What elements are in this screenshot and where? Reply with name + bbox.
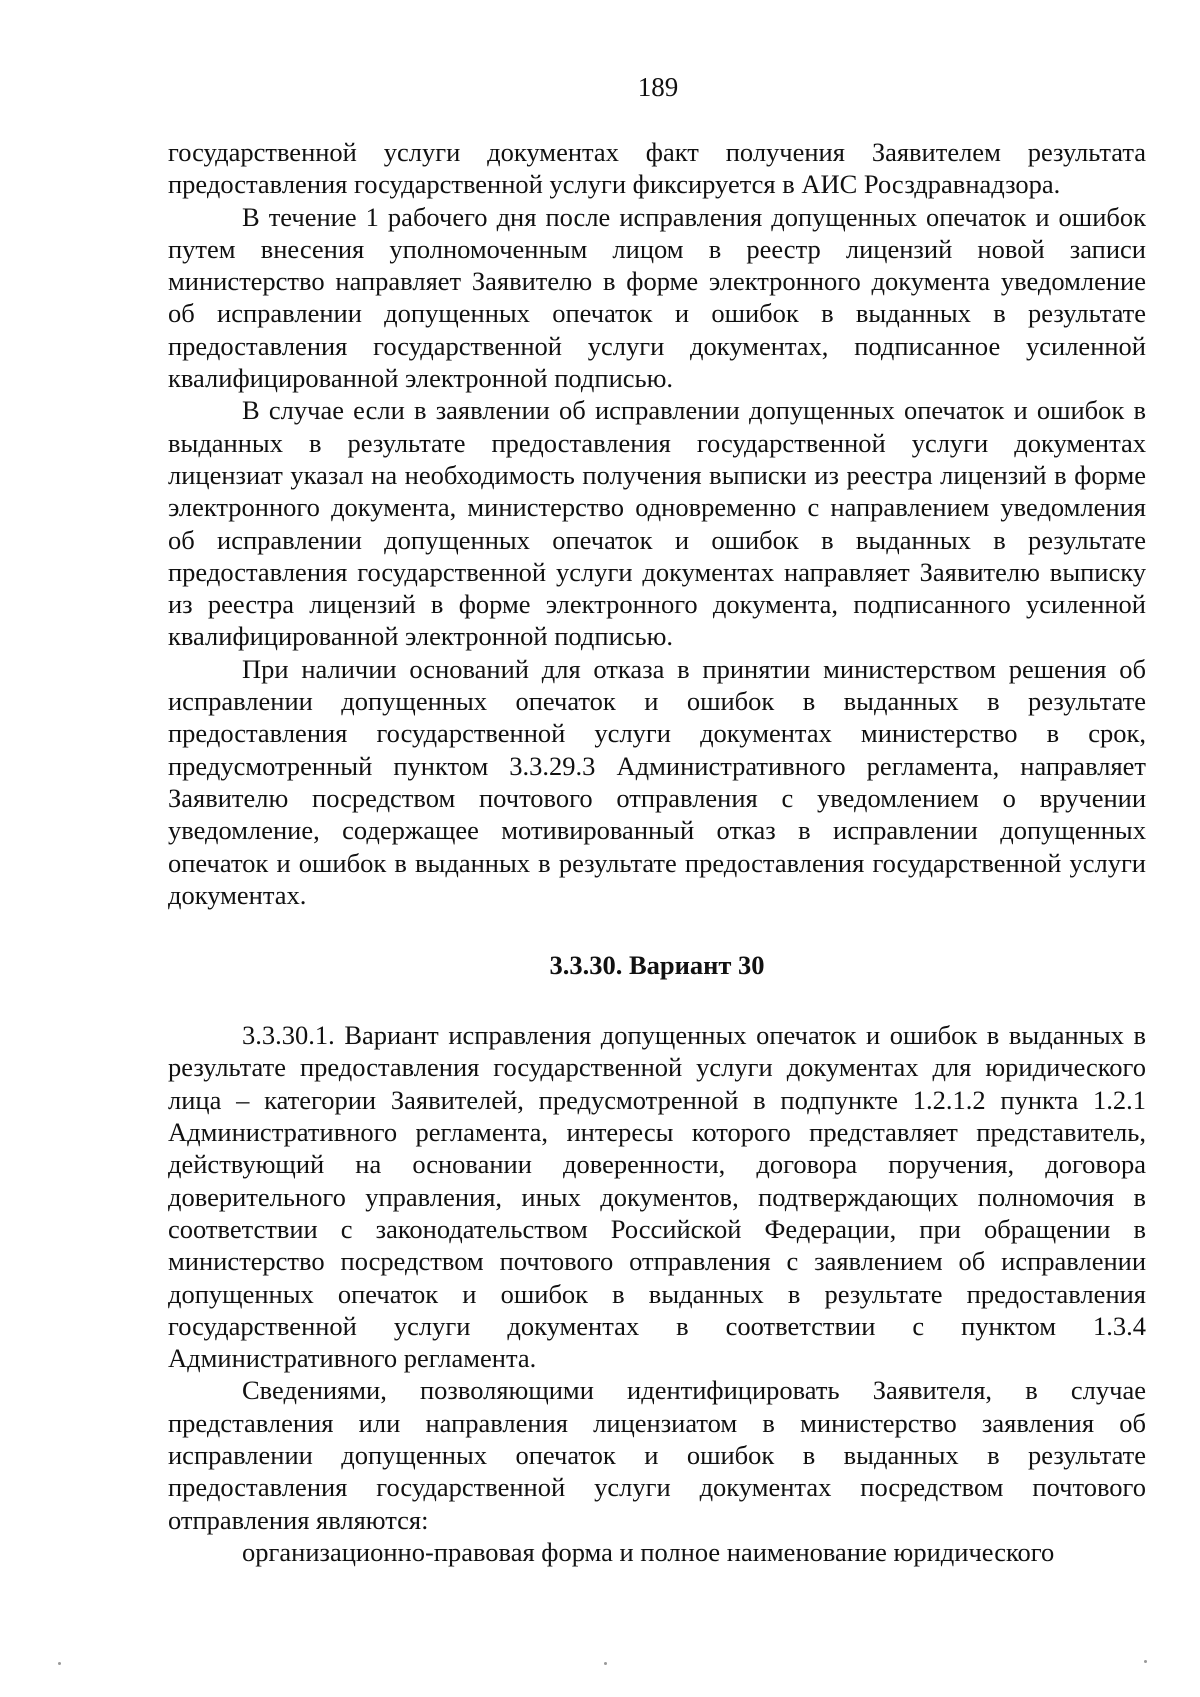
section-heading: 3.3.30. Вариант 30 [549,950,765,981]
paragraph-refusal: При наличии оснований для отказа в принятии министерством решения об исправлении допущенных опечаток и ошибок в выданных в результате предоставления государственной услуги документах министерство в срок, предусмотренный пунктом 3.3.29.3 Административного регламента, направляет Заявителю посредством почтового отправления с уведомлением о вручении уведомление, содержащее мотивированный отказ в исправлении допущенных опечаток и ошибок в выданных в результате предоставления государственной услуги документах. [168,653,1146,910]
paragraph-notification: В течение 1 рабочего дня после исправления допущенных опечаток и ошибок путем внесения уполномоченным лицом в реестр лицензий новой записи министерство направляет Заявителю в форме электронного документа уведомление об исправлении допущенных опечаток и ошибок в выданных в результате предоставления государственной услуги документах, подписанное усиленной квалифицированной электронной подписью. [168,201,1146,394]
paragraph-continuation: государственной услуги документах факт получения Заявителем результата предоставления государственной услуги фиксируется в АИС Росздравнадзора. [168,137,1146,200]
document-body [168,136,1146,1568]
paragraph-identification: Сведениями, позволяющими идентифицировать Заявителя, в случае представления или направления лицензиатом в министерство заявления об исправлении допущенных опечаток и ошибок в выданных в результате предоставления государственной услуги документах посредством почтового отправления являются: [168,1375,1146,1535]
scan-speck [604,1662,607,1665]
page-number: 189 [637,72,679,102]
paragraph-registry-extract: В случае если в заявлении об исправлении допущенных опечаток и ошибок в выданных в результате предоставления государственной услуги документах лицензиат указал на необходимость получения выписки из реестра лицензий в форме электронного документа, министерство одновременно с направлением уведомления об исправлении допущенных опечаток и ошибок в выданных в результате предоставления государственной услуги документах направляет Заявителю выписку из реестра лицензий в форме электронного документа, подписанного усиленной квалифицированной электронной подписью. [168,395,1146,652]
scan-speck [1144,1660,1147,1663]
paragraph-variant-description: 3.3.30.1. Вариант исправления допущенных опечаток и ошибок в выданных в результате предоставления государственной услуги документах для юридического лица – категории Заявителей, предусмотренной в подпункте 1.2.1.2 пункта 1.2.1 Административного регламента, интересы которого представляет представитель, действующий на основании доверенности, договора поручения, договора доверительного управления, иных документов, подтверждающих полномочия в соответствии с законодательством Российской Федерации, при обращении в министерство посредством почтового отправления с заявлением об исправлении допущенных опечаток и ошибок в выданных в результате предоставления государственной услуги документах в соответствии с пунктом 1.3.4 Административного регламента. [168,1020,1146,1374]
paragraph-org-form: организационно-правовая форма и полное наименование юридического [242,1536,1055,1567]
scan-speck [58,1662,61,1665]
